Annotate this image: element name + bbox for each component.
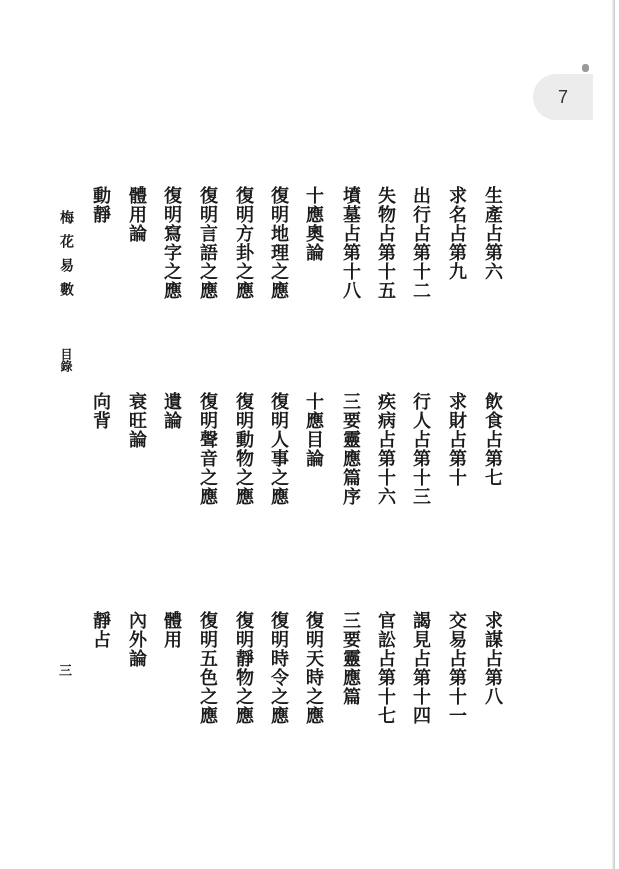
toc-entry: 體用論 — [126, 186, 147, 243]
scroll-indicator — [582, 64, 589, 72]
toc-entry: 復明聲音之應 — [197, 392, 218, 506]
toc-entry: 三要靈應篇序 — [340, 392, 361, 506]
toc-entry: 動靜 — [90, 186, 111, 224]
toc-entry: 向背 — [90, 392, 111, 430]
toc-entry: 復明天時之應 — [303, 611, 324, 725]
toc-entry: 行人占第十三 — [410, 392, 431, 506]
toc-entry: 衰旺論 — [126, 392, 147, 449]
folio: 三 — [59, 664, 73, 679]
toc-entry: 飲食占第七 — [482, 392, 503, 487]
running-head-title: 梅花易數 — [58, 210, 74, 306]
running-head-section: 目錄 — [59, 348, 73, 372]
toc-entry: 墳墓占第十八 — [340, 186, 361, 300]
toc-entry: 復明時令之應 — [268, 611, 289, 725]
toc-entry: 三要靈應篇 — [340, 611, 361, 706]
toc-entry: 求名占第九 — [446, 186, 467, 281]
page-number: 7 — [557, 86, 568, 107]
toc-entry: 靜占 — [90, 611, 111, 649]
toc-entry: 交易占第十一 — [446, 611, 467, 725]
toc-entry: 求財占第十 — [446, 392, 467, 487]
toc-entry: 遺論 — [161, 392, 182, 430]
toc-entry: 官訟占第十七 — [375, 611, 396, 725]
toc-entry: 復明五色之應 — [197, 611, 218, 725]
toc-entry: 復明寫字之應 — [161, 186, 182, 300]
toc-entry: 出行占第十二 — [410, 186, 431, 300]
toc-entry: 內外論 — [126, 611, 147, 668]
toc-entry: 復明動物之應 — [233, 392, 254, 506]
toc-entry: 失物占第十五 — [375, 186, 396, 300]
toc-entry: 復明人事之應 — [268, 392, 289, 506]
toc-entry: 復明言語之應 — [197, 186, 218, 300]
toc-entry: 謁見占第十四 — [410, 611, 431, 725]
toc-entry: 求謀占第八 — [482, 611, 503, 706]
toc-entry: 生產占第六 — [482, 186, 503, 281]
toc-entry: 復明靜物之應 — [233, 611, 254, 725]
toc-entry: 體用 — [161, 611, 182, 649]
page-edge — [612, 0, 615, 869]
toc-entry: 疾病占第十六 — [375, 392, 396, 506]
toc-entry: 復明方卦之應 — [233, 186, 254, 300]
toc-entry: 十應奧論 — [303, 186, 324, 262]
page-number-badge — [533, 74, 593, 120]
toc-entry: 復明地理之應 — [268, 186, 289, 300]
toc-entry: 十應目論 — [303, 392, 324, 468]
